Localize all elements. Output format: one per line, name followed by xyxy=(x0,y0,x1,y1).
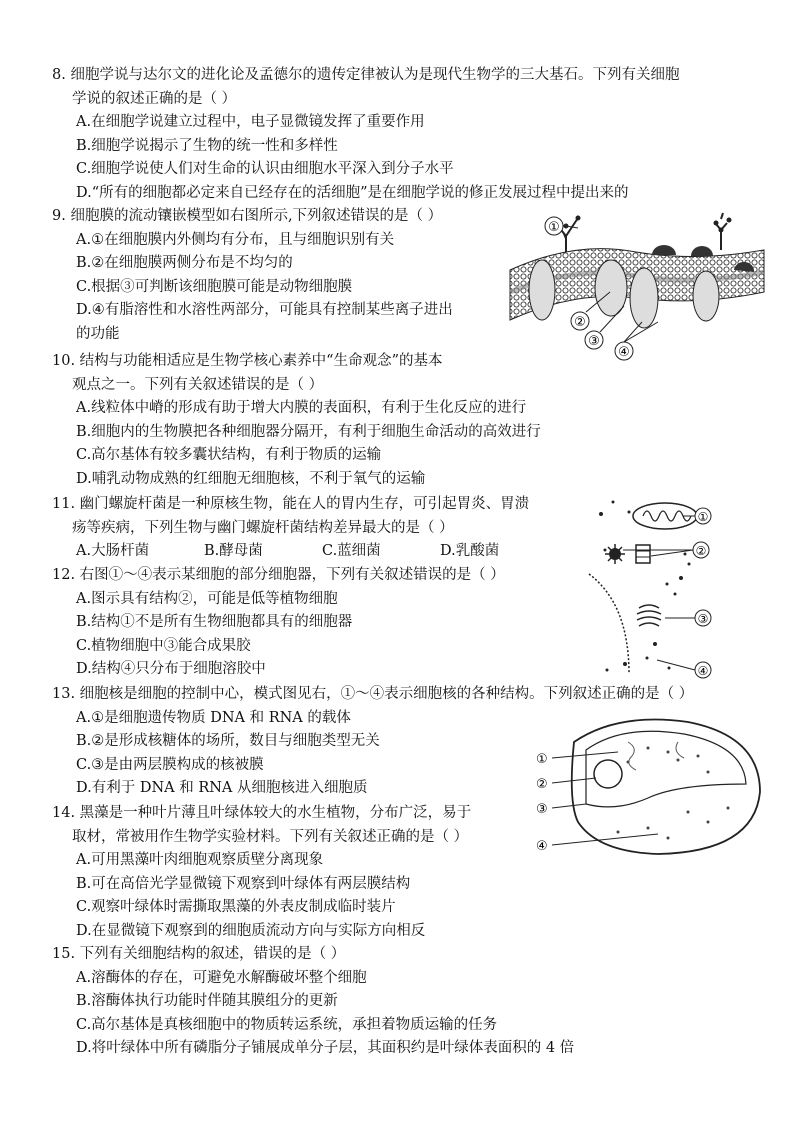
option-b: B.②在细胞膜两侧分布是不均匀的 xyxy=(76,255,293,271)
question-stem: 10. 结构与功能相适应是生物学核心素养中“生命观念”的基本 xyxy=(52,353,443,369)
protein xyxy=(652,245,676,255)
question-10 xyxy=(52,350,541,491)
option-d-cont: 的功能 xyxy=(76,325,120,342)
option-b: B.酵母菌 xyxy=(204,543,263,559)
protein xyxy=(630,268,658,328)
option-c: C.观察叶绿体时需撕取黑藻的外表皮制成临时装片 xyxy=(76,899,396,915)
option-d: D.④有脂溶性和水溶性两部分，可能具有控制某些离子进出 xyxy=(76,302,453,318)
question-15 xyxy=(52,943,574,1061)
option-b: B.②是形成核糖体的场所，数目与细胞类型无关 xyxy=(76,733,380,749)
option-a: A.可用黑藻叶肉细胞观察质壁分离现象 xyxy=(76,852,324,868)
cell-membrane-figure xyxy=(506,210,768,362)
option-b: B.可在高倍光学显微镜下观察到叶绿体有两层膜结构 xyxy=(76,875,411,892)
options-row xyxy=(76,540,529,564)
question-stem-cont: 观点之一。下列有关叙述错误的是（ ） xyxy=(72,376,324,393)
nucleus-figure xyxy=(528,712,768,862)
option-c: C.蓝细菌 xyxy=(322,543,381,559)
question-stem: 9. 细胞膜的流动镶嵌模型如右图所示,下列叙述错误的是（ ） xyxy=(52,208,443,224)
question-stem: 13. 细胞核是细胞的控制中心，模式图见右，①～④表示细胞核的各种结构。下列叙述正确的是（ ） xyxy=(52,686,694,702)
option-c: C.植物细胞中③能合成果胶 xyxy=(76,637,251,654)
question-12 xyxy=(52,564,505,682)
option-c: C.高尔基体有较多囊状结构，有利于物质的运输 xyxy=(76,447,382,463)
protein xyxy=(693,271,719,321)
option-b: B.细胞学说揭示了生物的统一性和多样性 xyxy=(76,137,338,154)
option-a: A.大肠杆菌 xyxy=(76,543,150,559)
protein xyxy=(529,260,555,320)
option-a: A.①是细胞遗传物质 DNA 和 RNA 的载体 xyxy=(76,709,351,726)
question-stem-cont: 学说的叙述正确的是（ ） xyxy=(72,90,237,107)
option-b: B.溶酶体执行功能时伴随其膜组分的更新 xyxy=(76,993,338,1009)
option-d: D.在显微镜下观察到的细胞质流动方向与实际方向相反 xyxy=(76,922,426,939)
option-c: C.高尔基体是真核细胞中的物质转运系统，承担着物质运输的任务 xyxy=(76,1016,498,1033)
membrane-arc xyxy=(589,574,629,674)
label-1: ① xyxy=(697,510,709,524)
question-stem-cont: 取材，常被用作生物学实验材料。下列有关叙述正确的是（ ） xyxy=(72,828,469,845)
label-3: ③ xyxy=(588,334,600,349)
option-a: A.溶酶体的存在，可避免水解酶破坏整个细胞 xyxy=(76,969,367,986)
centriole xyxy=(636,545,650,563)
option-d: D.哺乳动物成熟的红细胞无细胞核，不利于氧气的运输 xyxy=(76,470,426,487)
label-2: ② xyxy=(536,777,548,792)
nucleolus xyxy=(594,760,622,788)
option-c: C.③是由两层膜构成的核被膜 xyxy=(76,756,264,773)
option-d: D.“所有的细胞都必定来自已经存在的活细胞”是在细胞学说的修正发展过程中提出来的 xyxy=(76,184,629,201)
option-d: D.将叶绿体中所有磷脂分子铺展成单分子层，其面积约是叶绿体表面积的 4 倍 xyxy=(76,1040,575,1056)
option-a: A.在细胞学说建立过程中，电子显微镜发挥了重要作用 xyxy=(76,114,425,130)
option-b: B.细胞内的生物膜把各种细胞器分隔开，有利于细胞生命活动的高效进行 xyxy=(76,423,541,440)
label-4: ④ xyxy=(618,345,630,360)
centriole xyxy=(605,544,625,564)
question-stem: 15. 下列有关细胞结构的叙述，错误的是（ ） xyxy=(52,946,346,962)
question-stem-cont: 疡等疾病，下列生物与幽门螺旋杆菌结构差异最大的是（ ） xyxy=(72,519,454,536)
question-stem: 14. 黑藻是一种叶片薄且叶绿体较大的水生植物，分布广泛，易于 xyxy=(52,805,472,821)
question-stem: 12. 右图①～④表示某细胞的部分细胞器，下列有关叙述错误的是（ ） xyxy=(52,567,505,583)
question-8 xyxy=(52,64,679,205)
label-1: ① xyxy=(536,752,548,767)
protein xyxy=(691,246,713,256)
label-4: ④ xyxy=(536,839,548,854)
question-11 xyxy=(52,493,529,564)
option-d: D.乳酸菌 xyxy=(440,543,500,559)
option-c: C.细胞学说使人们对生命的认识由细胞水平深入到分子水平 xyxy=(76,161,454,177)
golgi xyxy=(637,605,661,626)
question-9 xyxy=(52,205,453,346)
organelle-figure xyxy=(585,494,725,680)
question-stem: 11. 幽门螺旋杆菌是一种原核生物，能在人的胃内生存，可引起胃炎、胃溃 xyxy=(52,496,530,512)
question-stem: 8. 细胞学说与达尔文的进化论及孟德尔的遗传定律被认为是现代生物学的三大基石。下列有关细胞 xyxy=(52,67,680,83)
label-1: ① xyxy=(548,220,560,235)
label-2: ② xyxy=(574,315,586,330)
option-a: A.①在细胞膜内外侧均有分布，且与细胞识别有关 xyxy=(76,231,395,248)
label-3: ③ xyxy=(697,612,709,626)
label-4: ④ xyxy=(697,664,709,678)
option-a: A.线粒体中嵴的形成有助于增大内膜的表面积，有利于生化反应的进行 xyxy=(76,400,527,416)
label-3: ③ xyxy=(536,802,548,817)
question-14 xyxy=(52,802,471,943)
option-b: B.结构①不是所有生物细胞都具有的细胞器 xyxy=(76,614,353,630)
option-d: D.有利于 DNA 和 RNA 从细胞核进入细胞质 xyxy=(76,780,368,796)
option-d: D.结构④只分布于细胞溶胶中 xyxy=(76,661,266,677)
label-2: ② xyxy=(695,544,707,558)
option-c: C.根据③可判断该细胞膜可能是动物细胞膜 xyxy=(76,278,353,295)
option-a: A.图示具有结构②，可能是低等植物细胞 xyxy=(76,590,338,607)
